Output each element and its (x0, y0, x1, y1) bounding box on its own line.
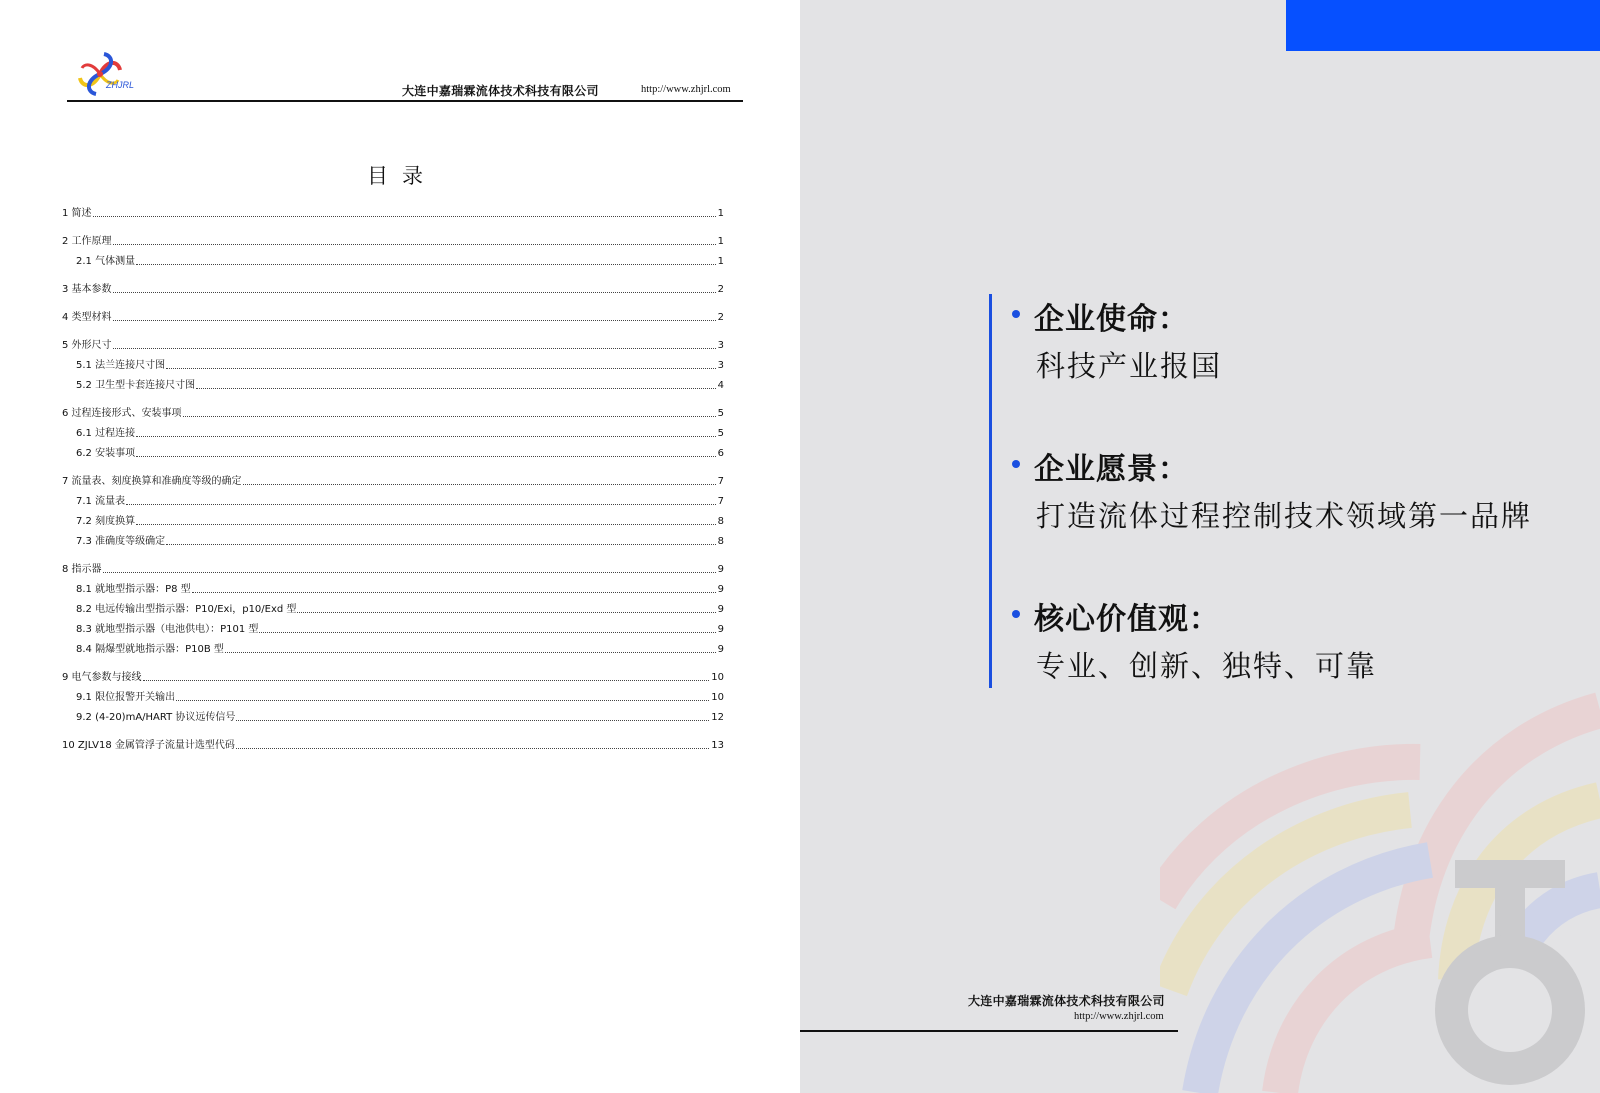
toc-entry-page: 7 (717, 496, 724, 507)
toc-entry-label: 7.1 流量表 (76, 496, 126, 507)
toc-leader-dots (113, 347, 716, 349)
bullet-icon (1012, 310, 1020, 318)
toc-entry-page: 9 (717, 604, 724, 615)
toc-entry-label: 10 ZJLV18 金属管浮子流量计选型代码 (62, 740, 235, 751)
toc-entry-page: 13 (711, 740, 724, 751)
toc-entry-page: 8 (717, 516, 724, 527)
toc-entry-page: 10 (711, 672, 724, 683)
toc-entry-page: 3 (717, 340, 724, 351)
toc-entry-label: 4 类型材料 (62, 312, 112, 323)
toc-leader-dots (126, 503, 716, 505)
toc-entry[interactable] (76, 378, 724, 392)
header-url[interactable]: http://www.zhjrl.com (641, 84, 731, 95)
toc-entry[interactable] (62, 338, 724, 352)
toc-leader-dots (236, 719, 709, 721)
toc-entry-page: 9 (717, 624, 724, 635)
toc-entry-page: 9 (717, 564, 724, 575)
toc-entry[interactable] (76, 254, 724, 268)
value-text: 专业、创新、独特、可靠 (1036, 649, 1378, 683)
footer-divider (800, 1030, 1178, 1032)
toc-entry[interactable] (76, 710, 724, 724)
toc-entry-label: 1 简述 (62, 208, 92, 219)
toc-entry[interactable] (76, 514, 724, 528)
toc-entry-label: 9.2 (4-20)mA/HART 协议远传信号 (76, 712, 236, 723)
toc-entry-page: 1 (717, 208, 724, 219)
value-text: 打造流体过程控制技术领域第一品牌 (1036, 499, 1533, 533)
toc-entry[interactable] (62, 406, 724, 420)
toc-entry-label: 2.1 气体测量 (76, 256, 136, 267)
toc-entry[interactable] (76, 494, 724, 508)
footer-url[interactable]: http://www.zhjrl.com (1074, 1011, 1164, 1022)
toc-leader-dots (113, 243, 716, 245)
toc-entry-label: 8.3 就地型指示器（电池供电）：P101 型 (76, 624, 259, 635)
values-page (800, 0, 1600, 1093)
toc-entry[interactable] (62, 206, 724, 220)
toc-entry-page: 12 (711, 712, 724, 723)
toc-leader-dots (297, 611, 715, 613)
bullet-icon (1012, 460, 1020, 468)
toc-entry-label: 7 流量表、刻度换算和准确度等级的确定 (62, 476, 242, 487)
toc-entry-page: 3 (717, 360, 724, 371)
footer-company: 大连中嘉瑞霖流体技术科技有限公司 (968, 994, 1165, 1008)
bullet-icon (1012, 610, 1020, 618)
toc-leader-dots (192, 591, 716, 593)
toc-entry-label: 3 基本参数 (62, 284, 112, 295)
toc-leader-dots (225, 651, 716, 653)
toc-entry-page: 4 (717, 380, 724, 391)
toc-entry-label: 9.1 限位报警开关输出 (76, 692, 176, 703)
toc-entry-page: 7 (717, 476, 724, 487)
toc-entry-page: 5 (717, 408, 724, 419)
value-heading: 核心价值观： (1034, 602, 1220, 637)
toc-entry-page: 5 (717, 428, 724, 439)
toc-leader-dots (243, 483, 716, 485)
toc-entry-label: 2 工作原理 (62, 236, 112, 247)
header-company: 大连中嘉瑞霖流体技术科技有限公司 (402, 84, 599, 98)
toc-entry-label: 6.1 过程连接 (76, 428, 136, 439)
toc-entry-label: 8 指示器 (62, 564, 102, 575)
toc-entry-label: 8.2 电远传输出型指示器：P10/Exi，p10/Exd 型 (76, 604, 297, 615)
toc-title: 目录 (367, 164, 437, 188)
toc-entry[interactable] (62, 474, 724, 488)
toc-entry-page: 6 (717, 448, 724, 459)
toc-entry[interactable] (62, 670, 724, 684)
value-heading: 企业使命： (1034, 302, 1189, 337)
toc-entry-page: 2 (717, 284, 724, 295)
toc-entry-page: 2 (717, 312, 724, 323)
table-of-contents (62, 0, 724, 1093)
toc-leader-dots (113, 319, 716, 321)
toc-leader-dots (136, 435, 716, 437)
toc-entry[interactable] (62, 738, 724, 752)
toc-leader-dots (136, 523, 716, 525)
toc-leader-dots (166, 367, 716, 369)
toc-entry-label: 6 过程连接形式、安装事项 (62, 408, 182, 419)
toc-entry[interactable] (76, 446, 724, 460)
toc-leader-dots (143, 679, 710, 681)
toc-entry-page: 10 (711, 692, 724, 703)
toc-entry[interactable] (76, 622, 724, 636)
logo-text: ZHJRL (106, 80, 135, 90)
toc-entry[interactable] (76, 642, 724, 656)
toc-leader-dots (166, 543, 716, 545)
toc-leader-dots (196, 387, 716, 389)
vertical-accent-bar (989, 294, 992, 688)
toc-entry-page: 8 (717, 536, 724, 547)
corner-color-band (1286, 0, 1600, 51)
toc-leader-dots (236, 747, 709, 749)
toc-entry-label: 5.1 法兰连接尺寸图 (76, 360, 166, 371)
toc-entry-page: 9 (717, 584, 724, 595)
background-swirl-graphic (1160, 650, 1600, 1093)
value-text: 科技产业报国 (1036, 349, 1223, 383)
toc-entry-label: 5.2 卫生型卡套连接尺寸图 (76, 380, 196, 391)
toc-entry-label: 8.1 就地型指示器：P8 型 (76, 584, 191, 595)
toc-entry-label: 7.2 刻度换算 (76, 516, 136, 527)
toc-entry[interactable] (62, 234, 724, 248)
toc-leader-dots (103, 571, 716, 573)
toc-leader-dots (259, 631, 715, 633)
toc-entry[interactable] (76, 358, 724, 372)
toc-leader-dots (113, 291, 716, 293)
toc-entry[interactable] (76, 690, 724, 704)
toc-leader-dots (176, 699, 709, 701)
value-heading: 企业愿景： (1034, 452, 1189, 487)
toc-entry-page: 1 (717, 236, 724, 247)
toc-entry-label: 9 电气参数与接线 (62, 672, 142, 683)
toc-leader-dots (136, 455, 716, 457)
toc-entry[interactable] (62, 310, 724, 324)
toc-leader-dots (93, 215, 716, 217)
toc-leader-dots (183, 415, 716, 417)
toc-entry[interactable] (76, 582, 724, 596)
toc-entry[interactable] (62, 282, 724, 296)
toc-entry-page: 1 (717, 256, 724, 267)
toc-entry-label: 7.3 准确度等级确定 (76, 536, 166, 547)
toc-entry[interactable] (76, 426, 724, 440)
toc-entry[interactable] (62, 562, 724, 576)
toc-entry[interactable] (76, 534, 724, 548)
toc-entry-label: 6.2 安装事项 (76, 448, 136, 459)
toc-entry[interactable] (76, 602, 724, 616)
toc-entry-label: 5 外形尺寸 (62, 340, 112, 351)
toc-leader-dots (136, 263, 716, 265)
toc-entry-label: 8.4 隔爆型就地指示器：P10B 型 (76, 644, 224, 655)
toc-entry-page: 9 (717, 644, 724, 655)
